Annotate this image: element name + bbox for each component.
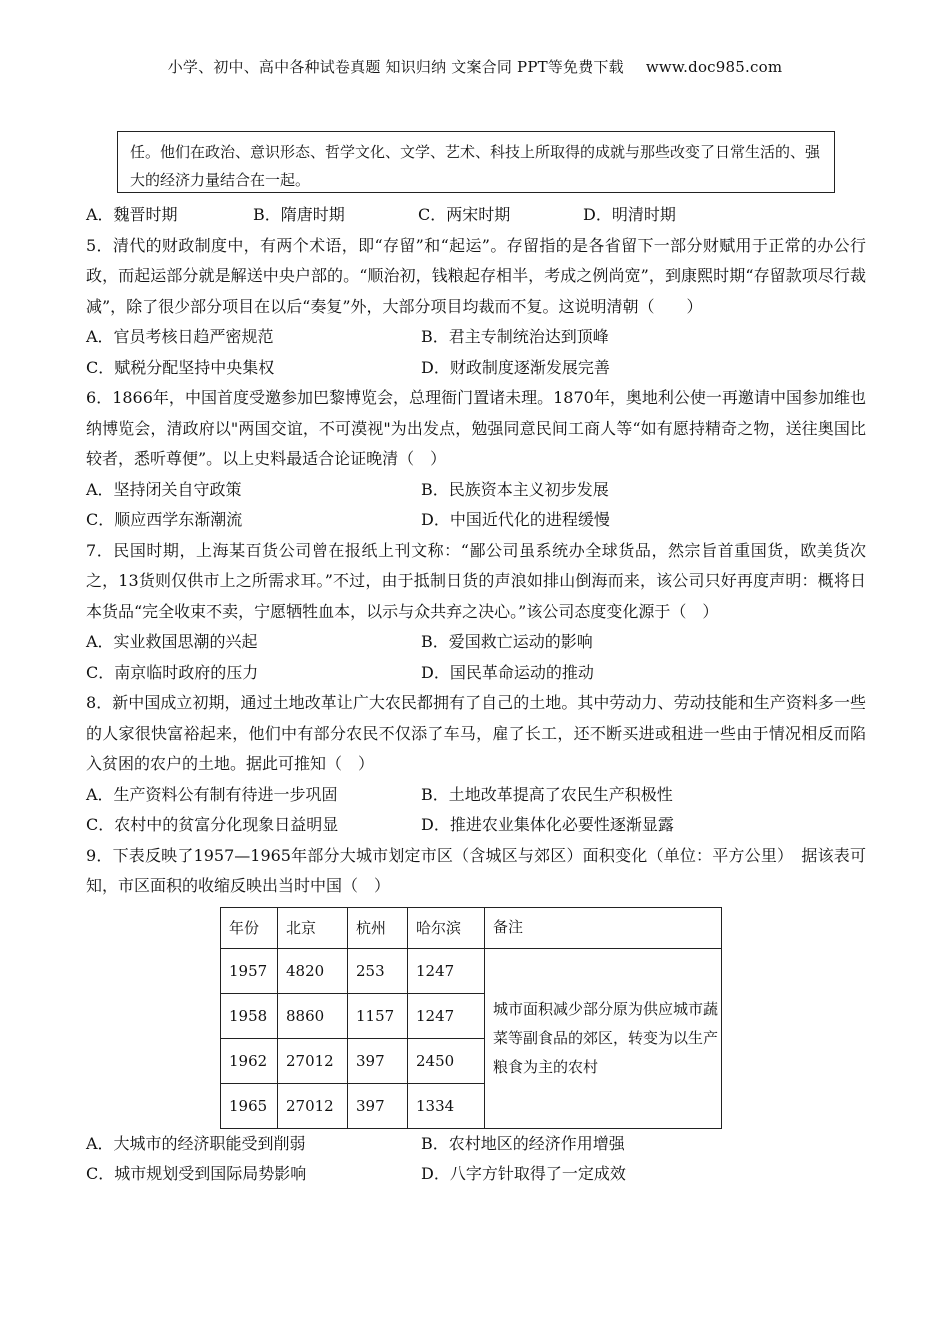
q5-option-a[interactable]: A．官员考核日趋严密规范 bbox=[86, 327, 274, 346]
table-cell: 8860 bbox=[278, 993, 348, 1038]
q4-option-c[interactable]: C．两宋时期 bbox=[418, 205, 511, 224]
table-header-cell: 杭州 bbox=[348, 907, 408, 948]
q4-option-a[interactable]: A．魏晋时期 bbox=[86, 205, 178, 224]
table-cell: 4820 bbox=[278, 948, 348, 993]
question-9-stem: 9．下表反映了1957—1965年部分大城市划定市区（含城区与郊区）面积变化（单位：平方公里） 据该表可知，市区面积的收缩反映出当时中国（ ） bbox=[86, 845, 866, 895]
table-cell: 1334 bbox=[408, 1083, 485, 1128]
q4-option-d[interactable]: D．明清时期 bbox=[583, 205, 676, 224]
question-7-stem: 7．民国时期，上海某百货公司曾在报纸上刊文称：“鄙公司虽系统办全球货品，然宗旨首重国货，欧美货次之，13货则仅供市上之所需求耳。”不过，由于抵制日货的声浪如排山倒海而来，该公司只好再度声明：概将日本货品“完全收束不卖，宁愿牺牲血本，以示与众共弃之决心。”该公司态度变化源于（ ） bbox=[86, 540, 866, 621]
q6-option-a[interactable]: A．坚持闭关自守政策 bbox=[86, 479, 242, 499]
table-cell: 1247 bbox=[408, 948, 485, 993]
question-list bbox=[86, 200, 866, 1190]
table-cell: 253 bbox=[348, 948, 408, 993]
q5-option-c[interactable]: C．赋税分配坚持中央集权 bbox=[86, 357, 275, 377]
quote-box: 任。他们在政治、意识形态、哲学文化、文学、艺术、科技上所取得的成就与那些改变了日常生活的、强大的经济力量结合在一起。 bbox=[117, 131, 835, 193]
q8-option-d[interactable]: D．推进农业集体化必要性逐渐显露 bbox=[421, 815, 674, 834]
table-cell: 397 bbox=[348, 1038, 408, 1083]
table-note-cell: 城市面积减少部分原为供应城市蔬菜等副食品的郊区，转变为以生产粮食为主的农村 bbox=[485, 948, 722, 1128]
table-cell: 1962 bbox=[221, 1038, 278, 1083]
table-header-cell: 年份 bbox=[221, 907, 278, 948]
question-8-stem: 8．新中国成立初期，通过土地改革让广大农民都拥有了自己的土地。其中劳动力、劳动技能和生产资料多一些的人家很快富裕起来，他们中有部分农民不仅添了车马，雇了长工，还不断买进或租进一些由于情况相反而陷入贫困的农户的土地。据此可推知（ ） bbox=[86, 693, 866, 773]
q9-option-b[interactable]: B．农村地区的经济作用增强 bbox=[421, 1133, 625, 1153]
table-row bbox=[221, 948, 722, 993]
table-cell: 1157 bbox=[348, 993, 408, 1038]
q5-option-b[interactable]: B．君主专制统治达到顶峰 bbox=[421, 327, 609, 346]
table-cell: 2450 bbox=[408, 1038, 485, 1083]
q9-option-c[interactable]: C．城市规划受到国际局势影响 bbox=[86, 1164, 307, 1183]
q6-option-c[interactable]: C．顺应西学东渐潮流 bbox=[86, 510, 243, 529]
table-header-cell: 北京 bbox=[278, 907, 348, 948]
q4-options bbox=[86, 200, 866, 231]
q8-option-a[interactable]: A．生产资料公有制有待进一步巩固 bbox=[86, 784, 338, 804]
q9-option-a[interactable]: A．大城市的经济职能受到削弱 bbox=[86, 1133, 306, 1153]
page-header bbox=[0, 56, 950, 77]
q4-option-b[interactable]: B．隋唐时期 bbox=[253, 205, 345, 224]
q6-option-b[interactable]: B．民族资本主义初步发展 bbox=[421, 479, 609, 499]
table-header-cell: 哈尔滨 bbox=[408, 907, 485, 948]
question-6-stem: 6．1866年，中国首度受邀参加巴黎博览会，总理衙门置诸未理。1870年，奥地利公使一再邀请中国参加维也纳博览会，清政府以"两国交谊，不可漠视"为出发点，勉强同意民间工商人等“如有愿持精奇之物，送往奥国比较者，悉听尊便”。以上史料最适合论证晚清（ ） bbox=[86, 388, 866, 468]
q8-option-c[interactable]: C．农村中的贫富分化现象日益明显 bbox=[86, 815, 339, 834]
table-cell: 27012 bbox=[278, 1083, 348, 1128]
question-5-stem: 5．清代的财政制度中，有两个术语，即“存留”和“起运”。存留指的是各省留下一部分财赋用于正常的办公行政，而起运部分就是解送中央户部的。“顺治初，钱粮起存相半，考成之例尚宽”，到康熙时期“存留款项尽行裁减”，除了很少部分项目在以后“奏复”外，大部分项目均裁而不复。这说明清朝（ ） bbox=[86, 235, 866, 316]
q6-option-d[interactable]: D．中国近代化的进程缓慢 bbox=[421, 510, 610, 529]
table-cell: 397 bbox=[348, 1083, 408, 1128]
table-header-cell: 备注 bbox=[485, 907, 722, 948]
header-url: www.doc985.com bbox=[645, 58, 783, 76]
table-cell: 27012 bbox=[278, 1038, 348, 1083]
q9-option-d[interactable]: D．八字方针取得了一定成效 bbox=[421, 1164, 626, 1183]
question-8-options bbox=[86, 780, 866, 841]
question-5-options bbox=[86, 322, 866, 383]
q7-option-a[interactable]: A．实业救国思潮的兴起 bbox=[86, 632, 258, 651]
q7-option-b[interactable]: B．爱国救亡运动的影响 bbox=[421, 632, 593, 651]
table-cell: 1957 bbox=[221, 948, 278, 993]
q7-option-c[interactable]: C．南京临时政府的压力 bbox=[86, 662, 259, 682]
table-cell: 1247 bbox=[408, 993, 485, 1038]
q7-option-d[interactable]: D．国民革命运动的推动 bbox=[421, 662, 594, 682]
question-6-options bbox=[86, 475, 866, 536]
header-text: 小学、初中、高中各种试卷真题 知识归纳 文案合同 PPT等免费下载 bbox=[167, 58, 624, 76]
question-9-options bbox=[86, 1129, 866, 1190]
q5-option-d[interactable]: D．财政制度逐渐发展完善 bbox=[421, 357, 610, 377]
table-header-row bbox=[221, 907, 722, 948]
table-cell: 1958 bbox=[221, 993, 278, 1038]
city-area-table bbox=[220, 907, 722, 1129]
question-7-options bbox=[86, 627, 866, 688]
table-cell: 1965 bbox=[221, 1083, 278, 1128]
q8-option-b[interactable]: B．土地改革提高了农民生产积极性 bbox=[421, 784, 673, 804]
